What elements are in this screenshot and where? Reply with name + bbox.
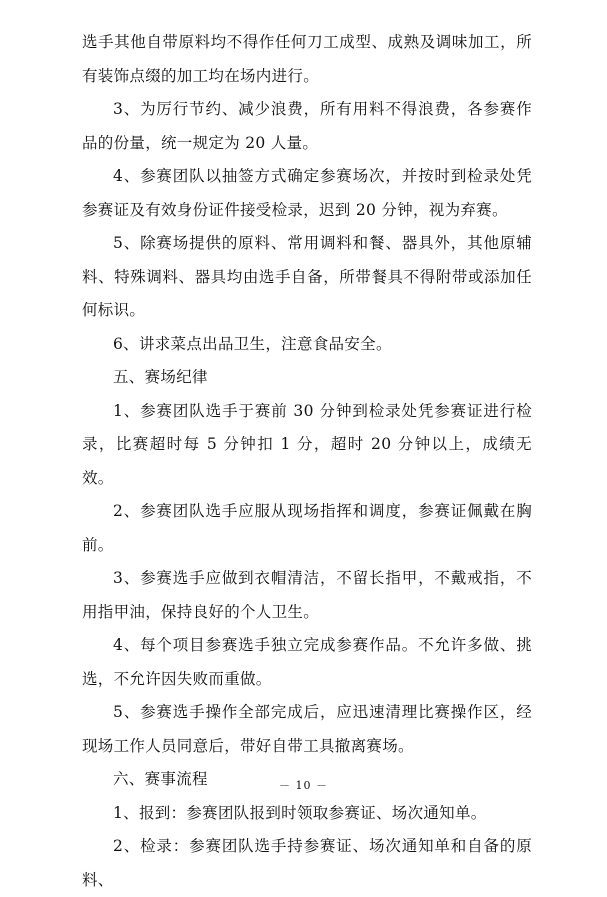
paragraph-discipline-2: 2、参赛团队选手应服从现场指挥和调度，参赛证佩戴在胸前。	[82, 502, 532, 554]
paragraph-rule-4: 4、参赛团队以抽签方式确定参赛场次，并按时到检录处凭参赛证及有效身份证件接受检录，迟到 20 分钟，视为弃赛。	[82, 167, 532, 219]
paragraph-rule-3: 3、为厉行节约、减少浪费，所有用料不得浪费，各参赛作品的份量，统一规定为 20 人量。	[82, 100, 532, 152]
page-number: － 10 －	[279, 779, 328, 792]
paragraph-rule-6: 6、讲求菜点出品卫生，注意食品安全。	[113, 334, 392, 353]
section-heading-process: 六、赛事流程	[113, 770, 208, 788]
paragraph-process-1: 1、报到：参赛团队报到时领取参赛证、场次通知单。	[113, 803, 487, 822]
paragraph-rule-5: 5、除赛场提供的原料、常用调料和餐、器具外，其他原辅料、特殊调料、器具均由选手自备，所带餐具不得附带或添加任何标识。	[82, 234, 532, 319]
paragraph-discipline-5: 5、参赛选手操作全部完成后，应迅速清理比赛操作区，经现场工作人员同意后，带好自带工具撤离赛场。	[82, 703, 532, 755]
paragraph-continuation: 选手其他自带原料均不得作任何刀工成型、成熟及调味加工，所有装饰点缀的加工均在场内进行。	[82, 33, 532, 85]
paragraph-discipline-1: 1、参赛团队选手于赛前 30 分钟到检录处凭参赛证进行检录，比赛超时每 5 分钟扣 1 分，超时 20 分钟以上，成绩无效。	[82, 401, 532, 487]
paragraph-discipline-4: 4、每个项目参赛选手独立完成参赛作品。不允许多做、挑选，不允许因失败而重做。	[82, 636, 532, 688]
paragraph-discipline-3: 3、参赛选手应做到衣帽清洁，不留长指甲，不戴戒指，不用指甲油，保持良好的个人卫生。	[82, 569, 532, 621]
section-heading-discipline: 五、赛场纪律	[113, 368, 208, 386]
paragraph-process-2: 2、检录：参赛团队选手持参赛证、场次通知单和自备的原料、	[82, 837, 532, 889]
document-body	[82, 26, 532, 897]
